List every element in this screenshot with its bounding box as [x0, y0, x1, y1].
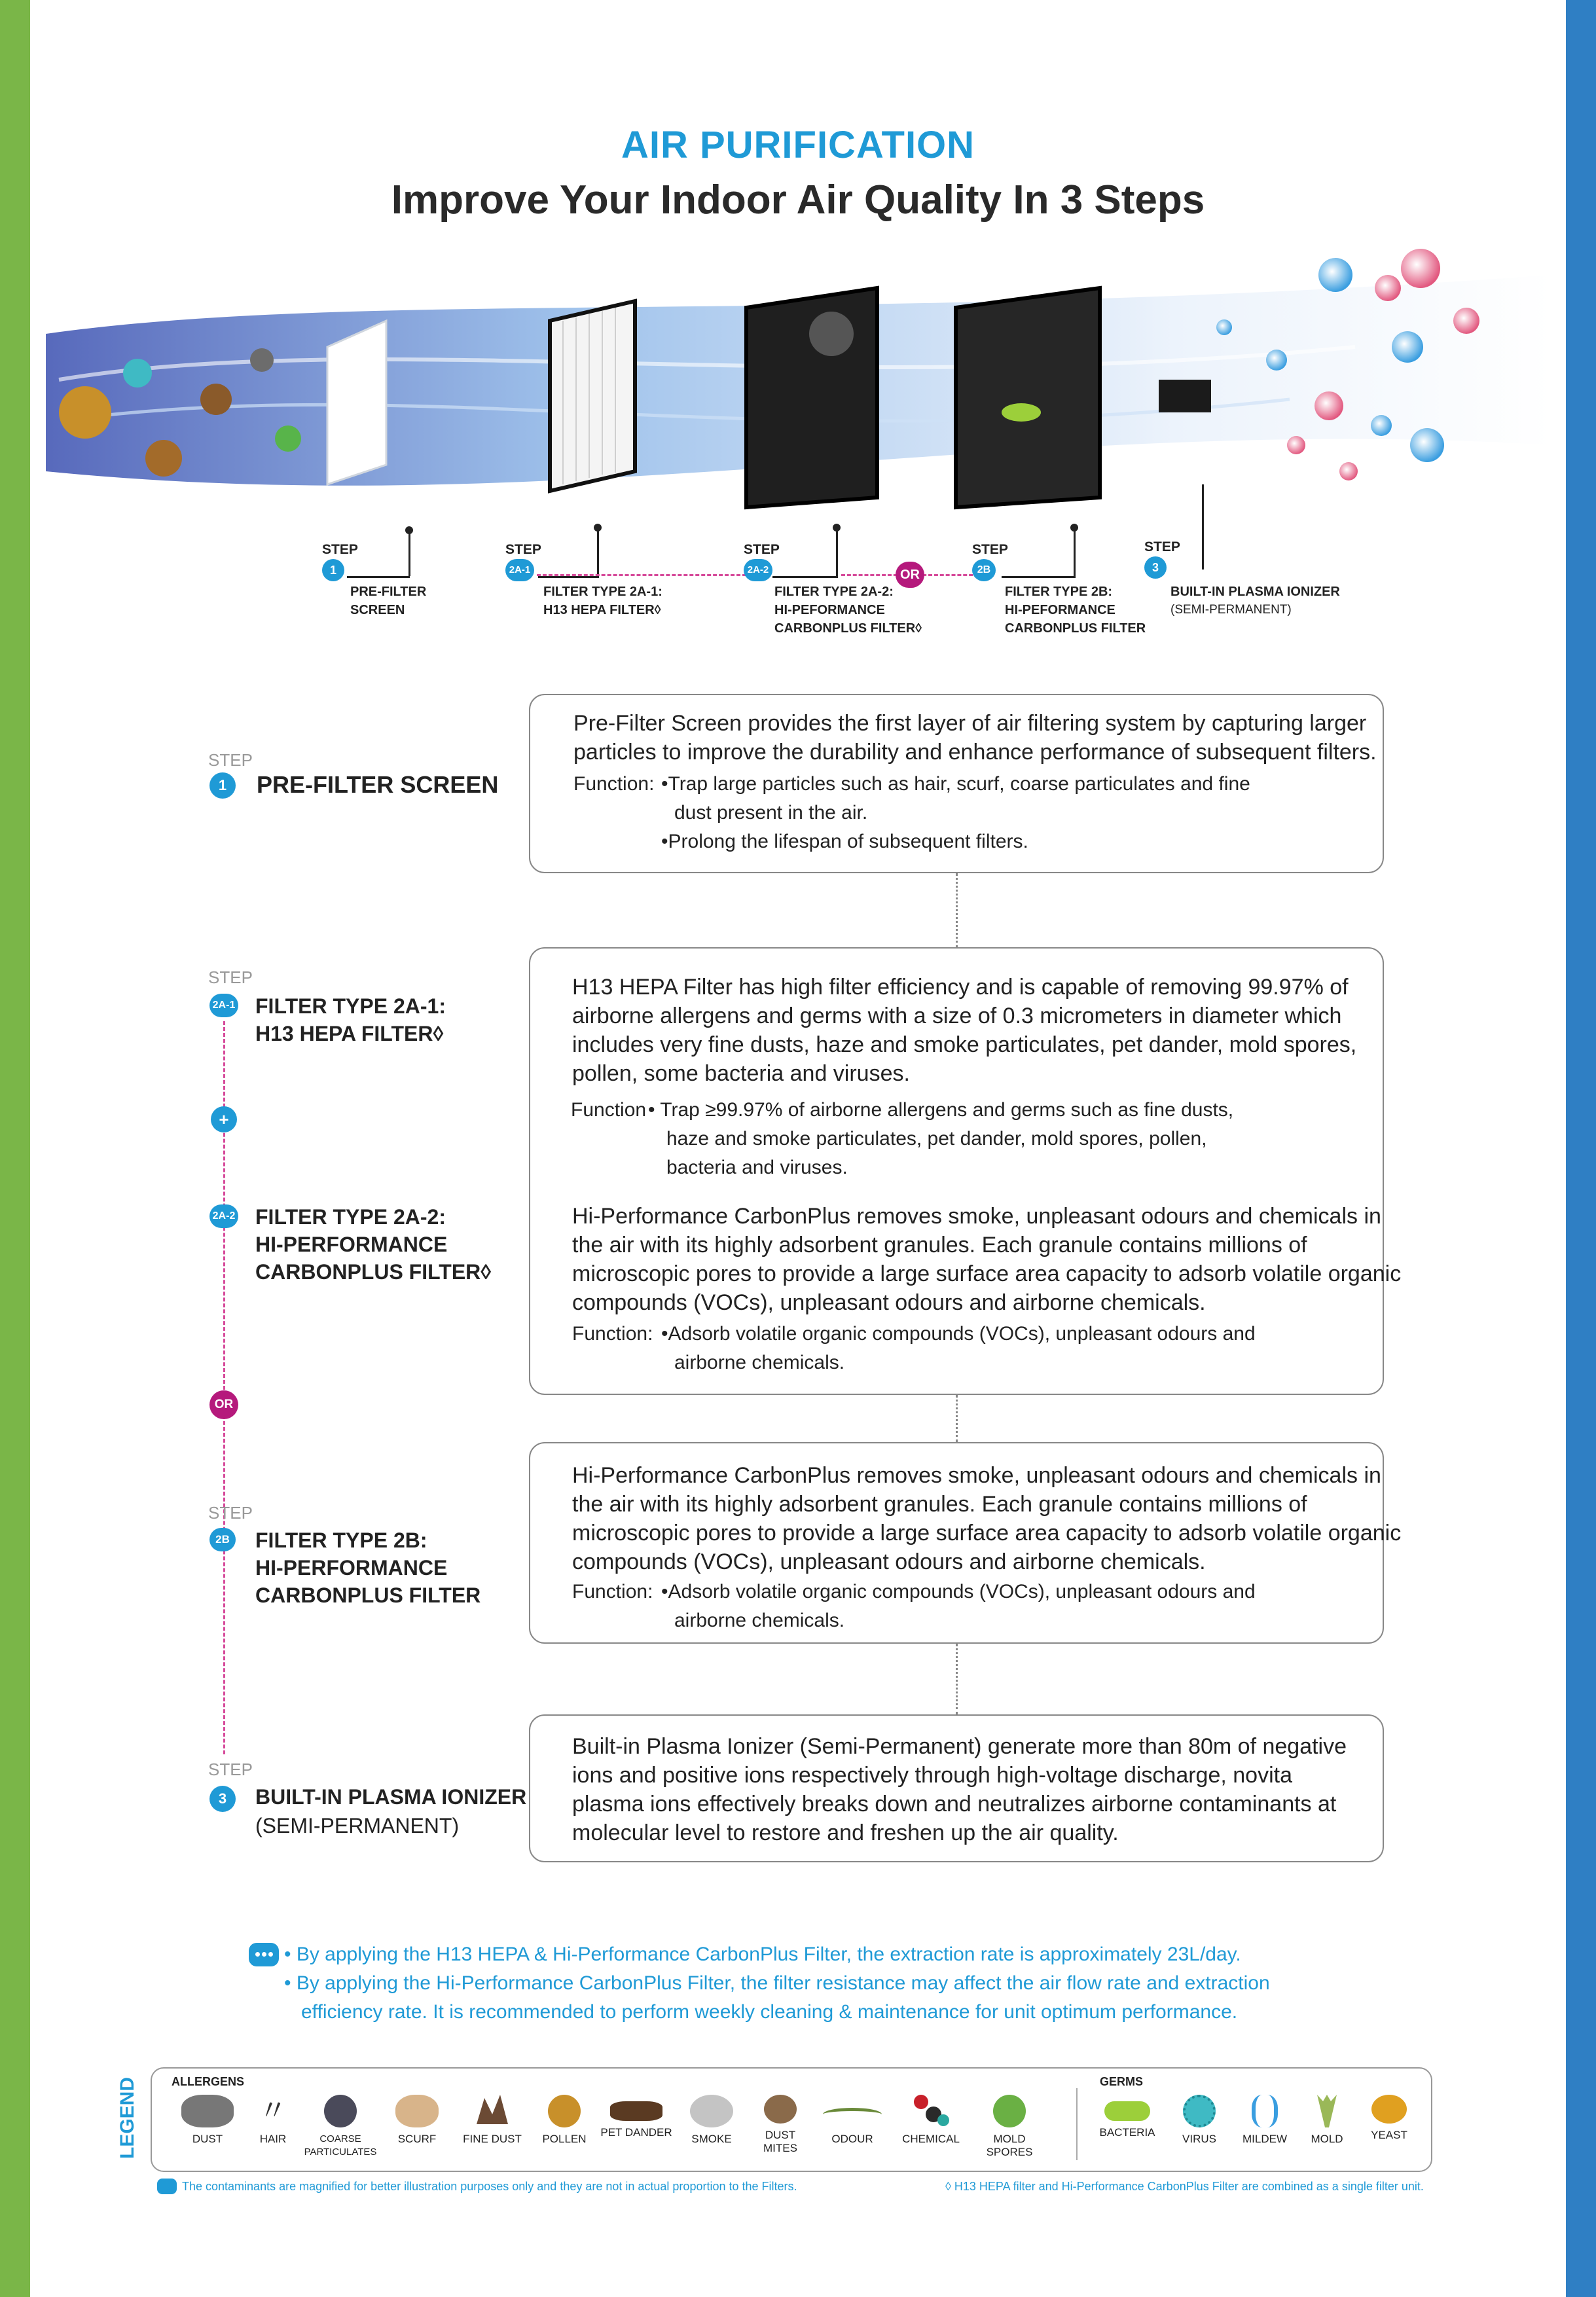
legend-label: POLLEN	[542, 2133, 587, 2145]
legend-mold	[1297, 2095, 1356, 2146]
odour-icon	[823, 2108, 882, 2121]
mold-icon	[1317, 2095, 1337, 2127]
legend-scurf	[381, 2095, 453, 2146]
pointer-line	[347, 576, 410, 578]
left-step-title-3: BUILT-IN PLASMA IONIZER	[255, 1785, 527, 1809]
legend-label: MOLD SPORES	[986, 2133, 1033, 2158]
hair-icon: 〃	[259, 2095, 287, 2127]
footnote-left: The contaminants are magnified for better illustration purposes only and they are not in actual proportion to the Filters.	[182, 2180, 797, 2193]
pet-dander-icon	[610, 2101, 662, 2121]
footnote-right: ◊ H13 HEPA filter and Hi-Performance CarbonPlus Filter are combined as a single filter unit.	[945, 2180, 1424, 2193]
diagram-step-word: STEP	[322, 542, 358, 557]
legend-label: SMOKE	[691, 2133, 732, 2145]
desc-line: Hi-Performance CarbonPlus removes smoke, unpleasant odours and chemicals in	[572, 1204, 1381, 1229]
legend-divider	[1076, 2088, 1078, 2160]
desc-line: the air with its highly adsorbent granules. Each granule contains millions of	[572, 1492, 1307, 1517]
right-color-bar	[1566, 0, 1596, 2297]
legend-label: BACTERIA	[1099, 2126, 1155, 2139]
legend-label: YEAST	[1371, 2129, 1407, 2141]
diagram-step-3-text	[1170, 583, 1340, 619]
dashed-link	[537, 574, 746, 576]
fn-line: •Adsorb volatile organic compounds (VOCs), unpleasant odours and	[661, 1581, 1256, 1602]
pointer-line	[408, 530, 410, 576]
label-line: FILTER TYPE 2A-2:	[774, 585, 894, 599]
legend-fine-dust	[453, 2095, 532, 2146]
carbonplus-filter-2b-illustration	[956, 288, 1100, 507]
fn-line: •Adsorb volatile organic compounds (VOCs), unpleasant odours and	[661, 1323, 1256, 1345]
diagram-step-word: STEP	[744, 542, 780, 557]
legend-pet-dander	[597, 2095, 676, 2139]
diagram-step-1	[322, 541, 358, 581]
desc-line: microscopic pores to provide a large surface area capacity to adsorb volatile organic	[572, 1261, 1402, 1286]
hepa-description	[572, 973, 1356, 1088]
diagram-step-word: STEP	[972, 542, 1008, 557]
carbon-2b-functions	[661, 1578, 1256, 1635]
pointer-line	[1074, 528, 1076, 576]
legend-mold-spores	[970, 2095, 1049, 2159]
page-subtitle: Improve Your Indoor Air Quality In 3 Steps	[391, 177, 1205, 223]
speech-bubble-icon	[249, 1943, 279, 1966]
desc-line: compounds (VOCs), unpleasant odours and airborne chemicals.	[572, 1290, 1206, 1315]
dust-mites-icon	[764, 2095, 797, 2124]
legend-hair	[244, 2095, 302, 2146]
chemical-icon	[911, 2095, 951, 2127]
legend-bacteria	[1088, 2095, 1167, 2139]
virus-icon	[1183, 2095, 1216, 2127]
title-line: CARBONPLUS FILTER◊	[255, 1260, 492, 1284]
title-line: HI-PERFORMANCE	[255, 1233, 448, 1256]
title-line: HI-PERFORMANCE	[255, 1556, 448, 1580]
legend-label: VIRUS	[1182, 2133, 1216, 2145]
step-badge-3: 3	[209, 1786, 236, 1812]
label-line: FILTER TYPE 2B:	[1005, 585, 1113, 599]
legend-label: ODOUR	[831, 2133, 873, 2145]
legend-label: MOLD	[1311, 2133, 1343, 2145]
coarse-particulates-icon	[324, 2095, 357, 2127]
dotted-connector	[956, 1644, 958, 1714]
step-badge: 1	[322, 559, 344, 581]
legend-label: DUST MITES	[763, 2129, 797, 2154]
pointer-line	[1002, 576, 1076, 578]
bacteria-icon	[1104, 2101, 1150, 2121]
fn-line: haze and smoke particulates, pet dander, mold spores, pollen,	[666, 1128, 1207, 1149]
fn-label: Function:	[573, 773, 655, 795]
step-badge: 2A-2	[744, 559, 772, 581]
note-line: • By applying the H13 HEPA & Hi-Performance CarbonPlus Filter, the extraction rate is approximately 23L/day.	[284, 1944, 1241, 1965]
legend-label: COARSE PARTICULATES	[304, 2133, 377, 2158]
diagram-step-2a2	[744, 541, 780, 581]
legend-label: PET DANDER	[600, 2126, 672, 2139]
desc-line: Hi-Performance CarbonPlus removes smoke, unpleasant odours and chemicals in	[572, 1463, 1381, 1488]
title-line: H13 HEPA FILTER◊	[255, 1022, 444, 1045]
legend-label: CHEMICAL	[902, 2133, 960, 2145]
step-badge: 3	[1144, 556, 1167, 579]
title-line: CARBONPLUS FILTER	[255, 1583, 481, 1607]
label-line: HI-PEFORMANCE	[774, 603, 885, 617]
legend-dust-mites	[748, 2095, 813, 2155]
plasma-ionizer-illustration	[1159, 380, 1211, 412]
legend-coarse-particulates	[301, 2095, 380, 2159]
dotted-connector	[956, 873, 958, 948]
mildew-icon	[1252, 2095, 1278, 2127]
legend-pollen	[532, 2095, 597, 2146]
fn-line: •Trap large particles such as hair, scurf, coarse particulates and fine	[661, 773, 1250, 795]
legend-label: DUST	[192, 2133, 223, 2145]
desc-line: Built-in Plasma Ionizer (Semi-Permanent) generate more than 80m of negative	[572, 1734, 1347, 1759]
desc-line: molecular level to restore and freshen up the air quality.	[572, 1820, 1119, 1845]
label-line: H13 HEPA FILTER◊	[543, 603, 661, 617]
fn-line: dust present in the air.	[674, 802, 868, 823]
title-line: FILTER TYPE 2A-2:	[255, 1205, 446, 1229]
left-step-title: PRE-FILTER SCREEN	[257, 771, 499, 798]
step-badge: 2A-1	[505, 559, 534, 581]
legend-virus	[1167, 2095, 1232, 2146]
left-color-bar	[0, 0, 30, 2297]
germs-label: GERMS	[1100, 2075, 1144, 2088]
fn-line: •Prolong the lifespan of subsequent filters.	[661, 831, 1028, 852]
pointer-line	[1202, 484, 1204, 570]
left-step-word: STEP	[208, 968, 253, 987]
page-title: AIR PURIFICATION	[621, 124, 975, 166]
legend-odour	[813, 2095, 892, 2146]
fn-line: airborne chemicals.	[674, 1352, 845, 1373]
left-step-word: STEP	[208, 1760, 253, 1779]
title-line: FILTER TYPE 2B:	[255, 1528, 427, 1552]
desc-line: Pre-Filter Screen provides the first layer of air filtering system by capturing larger	[573, 711, 1367, 736]
fn-line: airborne chemicals.	[674, 1610, 845, 1631]
air-flow-illustration	[46, 249, 1551, 556]
carbon-2a2-description	[572, 1202, 1401, 1317]
legend-label: SCURF	[397, 2133, 437, 2145]
fn-line: bacteria and viruses.	[666, 1157, 848, 1178]
yeast-icon	[1371, 2095, 1407, 2124]
diagram-step-word: STEP	[505, 542, 541, 557]
label-line: BUILT-IN PLASMA IONIZER	[1170, 585, 1340, 599]
step-badge-1: 1	[209, 772, 236, 799]
fn-label: Function:	[572, 1323, 653, 1345]
desc-line: pollen, some bacteria and viruses.	[572, 1061, 910, 1086]
desc-line: ions and positive ions respectively through high-voltage discharge, novita	[572, 1763, 1292, 1788]
label-line: (SEMI-PERMANENT)	[1170, 603, 1292, 617]
desc-line: compounds (VOCs), unpleasant odours and airborne chemicals.	[572, 1549, 1206, 1574]
title-line: FILTER TYPE 2A-1:	[255, 994, 446, 1018]
step-badge-2b: 2B	[209, 1528, 236, 1551]
desc-line: microscopic pores to provide a large surface area capacity to adsorb volatile organic	[572, 1521, 1402, 1546]
desc-line: particles to improve the durability and enhance performance of subsequent filters.	[573, 740, 1377, 765]
legend-mildew	[1232, 2095, 1297, 2146]
legend-dust	[172, 2095, 244, 2146]
dotted-connector	[956, 1395, 958, 1442]
pre-filter-screen-illustration	[327, 321, 386, 484]
pointer-line	[836, 528, 838, 576]
legend-yeast	[1356, 2095, 1422, 2142]
left-step-word: STEP	[208, 750, 253, 770]
diagram-step-2b-text	[1005, 583, 1146, 638]
dust-icon	[181, 2095, 234, 2127]
pre-filter-description	[573, 709, 1377, 767]
allergens-label: ALLERGENS	[172, 2075, 245, 2088]
note-line: efficiency rate. It is recommended to perform weekly cleaning & maintenance for unit optimum performance.	[301, 2001, 1238, 2023]
scurf-icon	[395, 2095, 439, 2127]
pollen-icon	[548, 2095, 581, 2127]
speech-bubble-icon	[157, 2179, 177, 2194]
note-line: • By applying the Hi-Performance CarbonPlus Filter, the filter resistance may affect the air flow rate and extraction	[284, 1972, 1270, 1994]
smoke-icon	[690, 2095, 733, 2127]
legend-label: MILDEW	[1242, 2133, 1287, 2145]
left-step-word: STEP	[208, 1503, 253, 1523]
pointer-line	[772, 576, 838, 578]
hepa-functions	[648, 1096, 1233, 1182]
plus-badge: +	[211, 1106, 237, 1132]
step-badge: 2B	[972, 559, 996, 581]
label-line: CARBONPLUS FILTER◊	[774, 621, 922, 636]
notes	[284, 1940, 1270, 2027]
left-step-title-2b	[255, 1527, 481, 1609]
step-badge-2a1: 2A-1	[209, 994, 238, 1017]
or-badge: OR	[896, 562, 924, 588]
label-line: PRE-FILTER	[350, 585, 427, 599]
pointer-line	[597, 528, 599, 576]
diagram-step-3	[1144, 538, 1180, 579]
carbon-2b-description	[572, 1461, 1401, 1576]
ionizer-description	[572, 1732, 1347, 1847]
left-step-subtitle-3: (SEMI-PERMANENT)	[255, 1814, 460, 1837]
desc-line: the air with its highly adsorbent granules. Each granule contains millions of	[572, 1233, 1307, 1257]
pollen-particle	[59, 386, 111, 439]
label-line: CARBONPLUS FILTER	[1005, 621, 1146, 636]
left-step-title-2a2	[255, 1203, 491, 1286]
label-line: HI-PEFORMANCE	[1005, 603, 1115, 617]
diagram-step-2a1-text	[543, 583, 662, 619]
legend-title: LEGEND	[117, 2076, 138, 2159]
legend-smoke	[676, 2095, 748, 2146]
desc-line: plasma ions effectively breaks down and neutralizes airborne contaminants at	[572, 1792, 1337, 1817]
carbon-2a2-functions	[661, 1320, 1256, 1377]
carbonplus-filter-2a2-illustration	[746, 288, 877, 507]
pre-filter-functions	[661, 770, 1250, 856]
diagram-step-2a2-text	[774, 583, 922, 638]
legend-label: HAIR	[259, 2133, 287, 2145]
label-line: SCREEN	[350, 603, 405, 617]
desc-line: H13 HEPA Filter has high filter efficiency and is capable of removing 99.97% of	[572, 975, 1349, 1000]
diagram-step-2b	[972, 541, 1008, 581]
mold-spores-icon	[993, 2095, 1026, 2127]
fn-label: Function	[571, 1099, 647, 1121]
fine-dust-icon	[473, 2095, 512, 2127]
left-step-title-2a1	[255, 992, 446, 1047]
desc-line: airborne allergens and germs with a size of 0.3 micrometers in diameter which	[572, 1004, 1342, 1028]
legend-label: FINE DUST	[463, 2133, 522, 2145]
fn-label: Function:	[572, 1581, 653, 1602]
pointer-line	[538, 576, 599, 578]
legend-box	[151, 2067, 1432, 2172]
fn-line: • Trap ≥99.97% of airborne allergens and germs such as fine dusts,	[648, 1099, 1234, 1121]
or-badge-left: OR	[209, 1390, 238, 1419]
step-badge-2a2: 2A-2	[209, 1204, 238, 1228]
desc-line: includes very fine dusts, haze and smoke particulates, pet dander, mold spores,	[572, 1032, 1357, 1057]
diagram-step-word: STEP	[1144, 539, 1180, 554]
diagram-step-2a1	[505, 541, 541, 581]
label-line: FILTER TYPE 2A-1:	[543, 585, 662, 599]
diagram-step-1-text	[350, 583, 426, 619]
legend-chemical	[892, 2095, 970, 2146]
